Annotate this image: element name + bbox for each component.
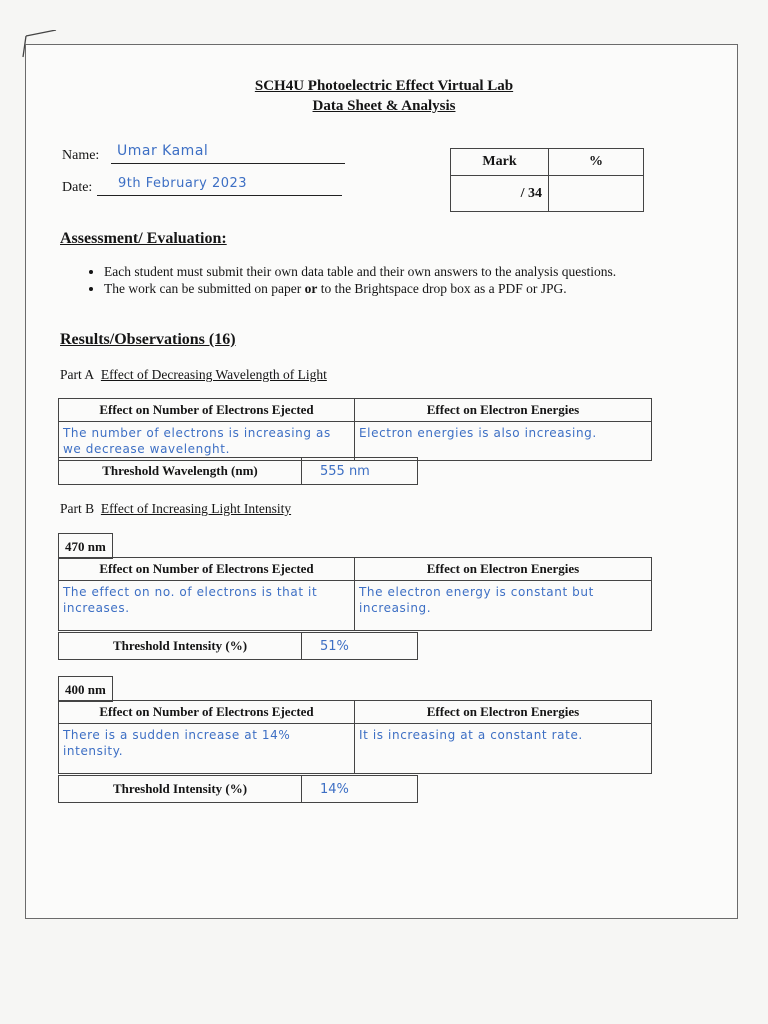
col-electrons-header: Effect on Number of Electrons Ejected	[59, 558, 355, 581]
document-title: SCH4U Photoelectric Effect Virtual Lab	[254, 78, 514, 94]
date-label: Date:	[62, 180, 93, 195]
mark-value: / 34	[451, 176, 549, 212]
part-a-prefix: Part A	[60, 367, 95, 382]
col-energies-header: Effect on Electron Energies	[355, 701, 652, 724]
col-energies-header: Effect on Electron Energies	[355, 558, 652, 581]
answer-energies[interactable]: The electron energy is constant but increasing.	[355, 581, 652, 631]
part-b-prefix: Part B	[60, 501, 95, 516]
bullet-text: to the Brightspace drop box as a PDF or JPG.	[317, 281, 567, 296]
assessment-bullet	[104, 280, 722, 297]
mark-header: Mark	[451, 149, 549, 176]
mark-table	[450, 148, 644, 212]
threshold-intensity-label: Threshold Intensity (%)	[59, 776, 302, 803]
threshold-intensity-value[interactable]: 14%	[302, 776, 418, 803]
bullet-emphasis: or	[304, 281, 318, 296]
part-a-label	[60, 367, 327, 383]
results-heading: Results/Observations (16)	[60, 331, 236, 348]
document-subtitle: Data Sheet & Analysis	[312, 98, 456, 114]
w400-table	[58, 700, 652, 774]
assessment-heading: Assessment/ Evaluation:	[60, 230, 227, 247]
percent-value	[549, 176, 644, 212]
col-electrons-header: Effect on Number of Electrons Ejected	[59, 701, 355, 724]
answer-electrons[interactable]: The effect on no. of electrons is that it increases.	[59, 581, 355, 631]
percent-header: %	[549, 149, 644, 176]
threshold-intensity-value[interactable]: 51%	[302, 633, 418, 660]
col-electrons-header: Effect on Number of Electrons Ejected	[59, 399, 355, 422]
part-b-label	[60, 501, 291, 517]
threshold-wavelength-label: Threshold Wavelength (nm)	[59, 458, 302, 485]
part-a-table	[58, 398, 652, 461]
col-energies-header: Effect on Electron Energies	[355, 399, 652, 422]
wavelength-470-label: 470 nm	[58, 533, 113, 559]
part-b-title: Effect of Increasing Light Intensity	[100, 501, 292, 516]
date-field[interactable]: 9th February 2023	[118, 176, 248, 191]
threshold-intensity-label: Threshold Intensity (%)	[59, 633, 302, 660]
answer-energies[interactable]: It is increasing at a constant rate.	[355, 724, 652, 774]
wavelength-400-label: 400 nm	[58, 676, 113, 702]
threshold-wavelength-value[interactable]: 555 nm	[302, 458, 418, 485]
assessment-bullet: • Each student must submit their own data table and their own answers to the analysis questions.	[104, 263, 722, 280]
answer-energies[interactable]: Electron energies is also increasing.	[355, 422, 652, 461]
part-a-title: Effect of Decreasing Wavelength of Light	[100, 367, 327, 382]
w400-threshold	[58, 775, 418, 803]
name-line	[111, 163, 345, 164]
bullet-text: The work can be submitted on paper	[104, 281, 305, 296]
w470-table	[58, 557, 652, 631]
name-field[interactable]: Umar Kamal	[117, 143, 209, 159]
answer-electrons[interactable]: There is a sudden increase at 14% intensity.	[59, 724, 355, 774]
date-line	[97, 195, 342, 196]
assessment-list	[82, 263, 722, 297]
answer-electrons[interactable]: The number of electrons is increasing as we decrease wavelenght.	[59, 422, 355, 461]
name-label: Name:	[62, 148, 100, 163]
w470-threshold	[58, 632, 418, 660]
part-a-threshold	[58, 457, 418, 485]
